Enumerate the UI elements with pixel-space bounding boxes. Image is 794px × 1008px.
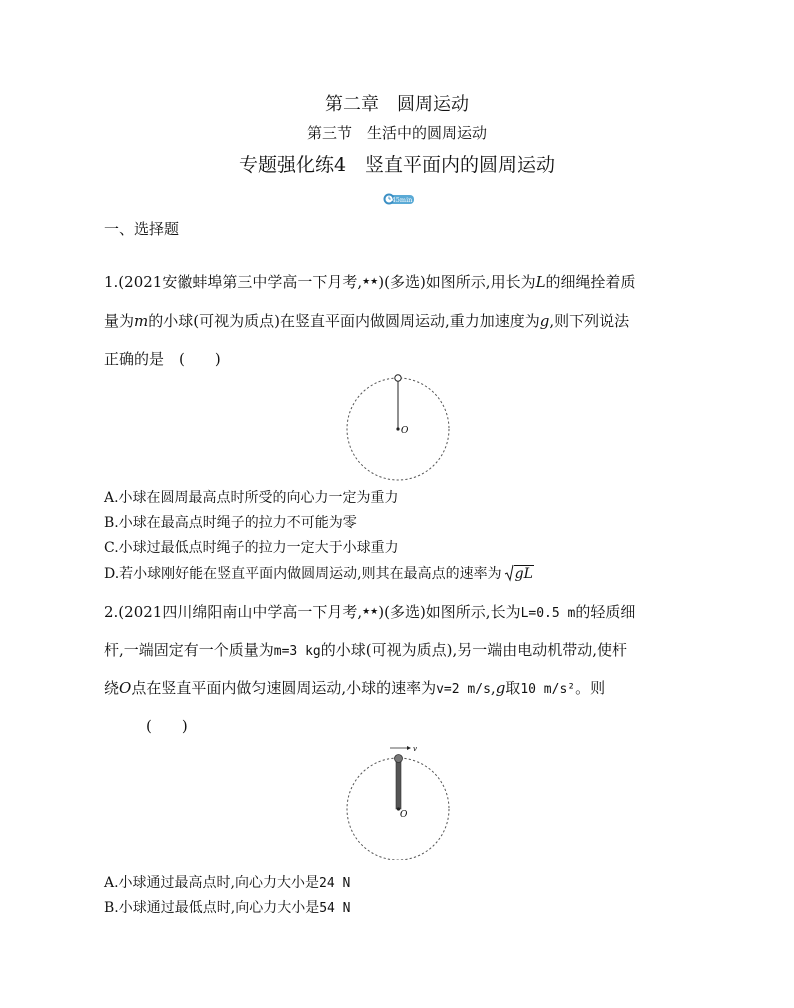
q2-option-a: A.小球通过最高点时,向心力大小是24 N — [104, 875, 351, 891]
q1-difficulty-stars: ★★ — [362, 277, 379, 287]
q1-option-c: C.小球过最低点时绳子的拉力一定大于小球重力 — [104, 540, 399, 556]
q1-center-label: O — [401, 426, 409, 436]
section-heading: 一、选择题 — [104, 220, 180, 238]
q1-option-d: D.若小球刚好能在竖直平面内做圆周运动,则其在最高点的速率为 gL — [104, 566, 533, 582]
timer-label: 45min — [391, 196, 413, 205]
q2-line1: 2.(2021四川绵阳南山中学高一下月考,★★)(多选)如图所示,长为L=0.5 m的轻质细 — [104, 603, 636, 621]
q2-answer-paren: ( ) — [146, 717, 188, 735]
section-title: 第三节 生活中的圆周运动 — [306, 124, 487, 142]
exercise-title: 专题强化练4 竖直平面内的圆周运动 — [238, 154, 556, 176]
q1-option-a: A.小球在圆周最高点时所受的向心力一定为重力 — [104, 490, 399, 506]
q2-line3: 绕O点在竖直平面内做匀速圆周运动,小球的速率为v=2 m/s,g取10 m/s²。则 — [104, 679, 606, 697]
chapter-title: 第二章 圆周运动 — [325, 94, 469, 115]
q1-line1: 1.(2021安徽蚌埠第三中学高一下月考,★★)(多选)如图所示,用长为L的细绳拴着质 — [104, 273, 636, 291]
q2-line2: 杆,一端固定有一个质量为m=3 kg的小球(可视为质点),另一端由电动机带动,使杆 — [104, 641, 627, 659]
q1-line3: 正确的是 ( ) — [104, 350, 221, 368]
sqrt-icon — [504, 564, 514, 582]
q2-difficulty-stars: ★★ — [362, 607, 379, 617]
timer-icon — [383, 193, 415, 205]
q1-option-b: B.小球在最高点时绳子的拉力不可能为零 — [104, 515, 357, 531]
q1-figure — [342, 372, 454, 482]
q2-figure — [342, 742, 454, 860]
q1-line2: 量为m的小球(可视为质点)在竖直平面内做圆周运动,重力加速度为g,则下列说法 — [104, 312, 630, 330]
q2-center-label: O — [400, 810, 408, 820]
q2-option-b: B.小球通过最低点时,向心力大小是54 N — [104, 900, 351, 916]
q2-velocity-label: v — [413, 745, 417, 753]
